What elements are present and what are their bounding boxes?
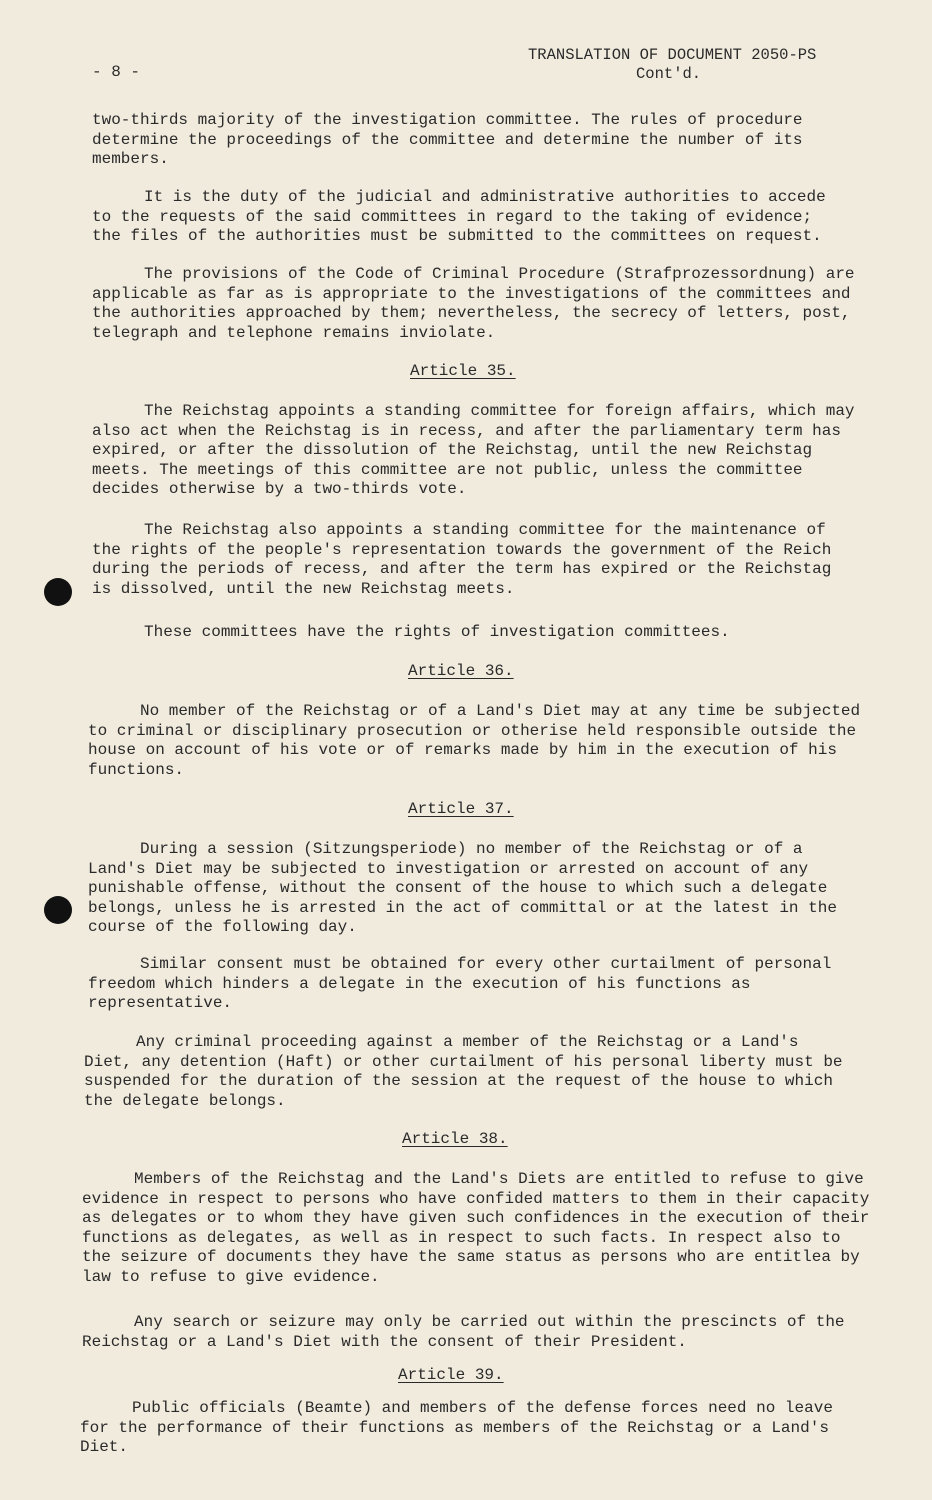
paragraph-text: The provisions of the Code of Criminal Procedure (Strafprozessordnung) are applicable as far as is appropriate to the investigations of the committees and the authorities approached by them; nevertheless, the secrecy of letters, post, telegraph and telephone remains inviolate. [92,265,855,342]
paragraph-procedure-rules [92,111,832,170]
paragraph-text: The Reichstag also appoints a standing committee for the maintenance of the rights of the people's representation towards the government of the Reich during the periods of recess, and after the term has expired or the Reichstag is dissolved, until the new Reichstag meets. [92,521,832,598]
header-title: TRANSLATION OF DOCUMENT 2050-PS [528,46,817,64]
paragraph-authorities-duty [92,188,834,247]
header-continued: Cont'd. [636,65,702,83]
article-38-heading: Article 38. [402,1130,508,1148]
punch-hole-lower [44,896,72,924]
article-39-paragraph-1 [80,1399,850,1458]
article-37-paragraph-3 [84,1033,844,1111]
paragraph-text: Any criminal proceeding against a member of the Reichstag or a Land's Diet, any detention (Haft) or other curtailment of his personal liberty must be suspended for the duration of the session at the request of the house to which the delegate belongs. [84,1033,843,1110]
article-36-paragraph-1 [88,702,868,780]
article-38-paragraph-1 [82,1170,872,1287]
article-35-paragraph-2 [92,521,842,599]
article-37-paragraph-1 [88,840,848,938]
paragraph-text: Public officials (Beamte) and members of the defense forces need no leave for the performance of their functions as members of the Reichstag or a Land's Diet. [80,1399,833,1456]
paragraph-text: It is the duty of the judicial and administrative authorities to accede to the requests of the said committees in regard to the taking of evidence; the files of the authorities must be submitted to the committees on request. [92,188,826,245]
article-37-heading: Article 37. [408,800,514,818]
paragraph-criminal-procedure [92,265,862,343]
article-38-paragraph-2 [82,1313,872,1352]
paragraph-text: Members of the Reichstag and the Land's Diets are entitled to refuse to give evidence in respect to persons who have confided matters to them in their capacity as delegates or to whom they have given such confidences in the execution of their functions as delegates, as well as in respect to such facts. In respect also to the seizure of documents they have the same status as persons who are entitlea by law to refuse to give evidence. [82,1170,870,1286]
article-37-paragraph-2 [88,955,848,1014]
article-39-heading: Article 39. [398,1366,504,1384]
punch-hole-upper [44,578,72,606]
paragraph-text: The Reichstag appoints a standing committee for foreign affairs, which may also act when the Reichstag is in recess, and after the parliamentary term has expired, or after the dissolution of the Reichstag, until the new Reichstag meets. The meetings of this committee are not public, unless the committee decides otherwise by a two-thirds vote. [92,402,855,498]
article-35-paragraph-1 [92,402,862,500]
paragraph-text: Similar consent must be obtained for every other curtailment of personal freedom which hinders a delegate in the execution of his functions as representative. [88,955,832,1012]
document-header [528,46,868,84]
paragraph-text: During a session (Sitzungsperiode) no member of the Reichstag or of a Land's Diet may be subjected to investigation or arrested on account of any punishable offense, without the consent of the house to which such a delegate belongs, unless he is arrested in the act of committal or at the latest in the course of the following day. [88,840,837,936]
page-number: - 8 - [92,63,141,81]
article-35-heading: Article 35. [410,362,516,380]
paragraph-text: These committees have the rights of investigation committees. [144,623,730,641]
paragraph-text: two-thirds majority of the investigation committee. The rules of procedure determine the proceedings of the committee and determine the number of its members. [92,111,803,168]
article-36-heading: Article 36. [408,662,514,680]
article-35-paragraph-3 [92,623,842,643]
paragraph-text: No member of the Reichstag or of a Land's Diet may at any time be subjected to criminal or disciplinary prosecution or otherise held responsible outside the house on account of his vote or of remarks made by him in the execution of his functions. [88,702,861,779]
paragraph-text: Any search or seizure may only be carried out within the prescincts of the Reichstag or a Land's Diet with the consent of their President. [82,1313,845,1351]
